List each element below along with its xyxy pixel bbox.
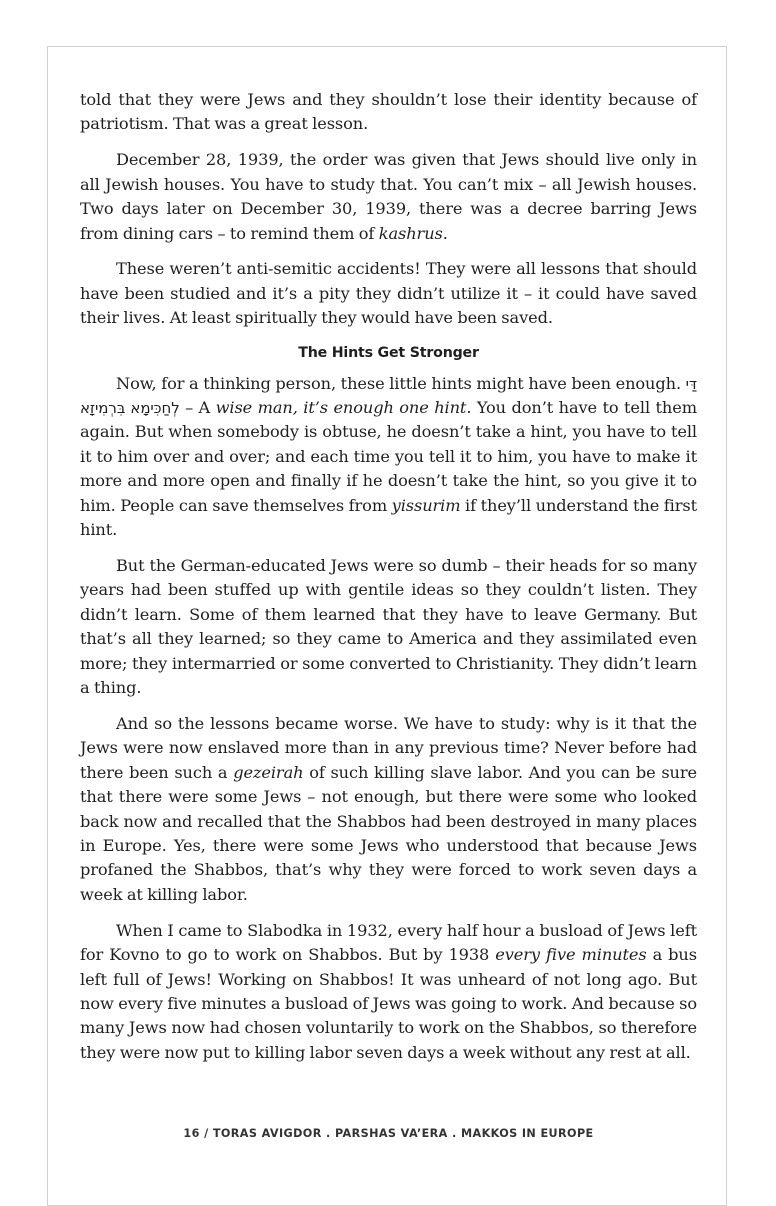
paragraph-text: And so the lessons became worse. We have to study: why is it that the Jews were now enslaved more than in any previous time? Never before had there been such a [80, 713, 697, 782]
paragraph [80, 554, 697, 700]
paragraph-text: . [442, 223, 448, 243]
paragraph-text: told that they were Jews and they shouldn’t lose their identity because of patriotism. That was a great lesson. [80, 90, 697, 134]
paragraph-text: You don’t have to tell them again. But when somebody is obtuse, he doesn’t take a hint, you have to tell it to him over and over; and each time you tell it to him, you have to make it more and more open and finally if he doesn’t take the hint, so you give it to him. People can save themselves from [80, 398, 697, 515]
section-heading: The Hints Get Stronger [298, 344, 479, 361]
italic-translation: wise man, it’s enough one hint. [215, 398, 472, 418]
paragraph-text: Now, for a thinking person, these little hints might have been enough. [116, 373, 686, 393]
italic-term: gezeirah [233, 762, 304, 782]
paragraph-text: These weren’t anti-semitic accidents! They were all lessons that should have been studied and it’s a pity they didn’t utilize it – it could have saved their lives. At least spiritually they would have been saved. [80, 259, 697, 328]
paragraph-text: December 28, 1939, the order was given that Jews should live only in all Jewish houses. You have to study that. You can’t mix – all Jewish houses. Two days later on December 30, 1939, there was a decree barring Jews from dining cars – to remind them of [80, 150, 697, 243]
paragraph [80, 88, 697, 137]
page-body [80, 88, 697, 1077]
paragraph-text: a bus left full of Jews! Working on Shabbos! It was unheard of not long ago. But now every five minutes a busload of Jews was going to work. And because so many Jews now had chosen voluntarily to work on the Shabbos, so therefore they were now put to killing labor seven days a week without any rest at all. [80, 945, 697, 1062]
page-footer: 16 / TORAS AVIGDOR . PARSHAS VA’ERA . MAKKOS IN EUROPE [183, 1127, 594, 1140]
italic-term: every five minutes [495, 945, 647, 965]
italic-term: kashrus [378, 223, 443, 243]
paragraph-text: When I came to Slabodka in 1932, every half hour a busload of Jews left for Kovno to go to work on Shabbos. But by 1938 [80, 920, 697, 965]
paragraph-text: if they’ll understand the first hint. [80, 495, 697, 540]
paragraph [80, 257, 697, 330]
hebrew-phrase: דַּי לְחַכִּימָא בִּרְמִיזָא [80, 374, 697, 418]
paragraph-text: – A [179, 398, 216, 418]
paragraph [80, 712, 697, 907]
paragraph [80, 372, 697, 543]
paragraph [80, 148, 697, 246]
italic-term: yissurim [391, 495, 461, 515]
paragraph-text: of such killing slave labor. And you can be sure that there were some Jews – not enough, but there were some who looked back now and recalled that the Shabbos had been destroyed in many places in Europe. Yes, there were some Jews who understood that because Jews profaned the Shabbos, that’s why they were forced to work seven days a week at killing labor. [80, 762, 697, 904]
paragraph-text: But the German-educated Jews were so dumb – their heads for so many years had been stuffed up with gentile ideas so they couldn’t listen. They didn’t learn. Some of them learned that they have to leave Germany. But that’s all they learned; so they came to America and they assimilated even more; they intermarried or some converted to Christianity. They didn’t learn a thing. [80, 556, 697, 698]
paragraph [80, 919, 697, 1065]
